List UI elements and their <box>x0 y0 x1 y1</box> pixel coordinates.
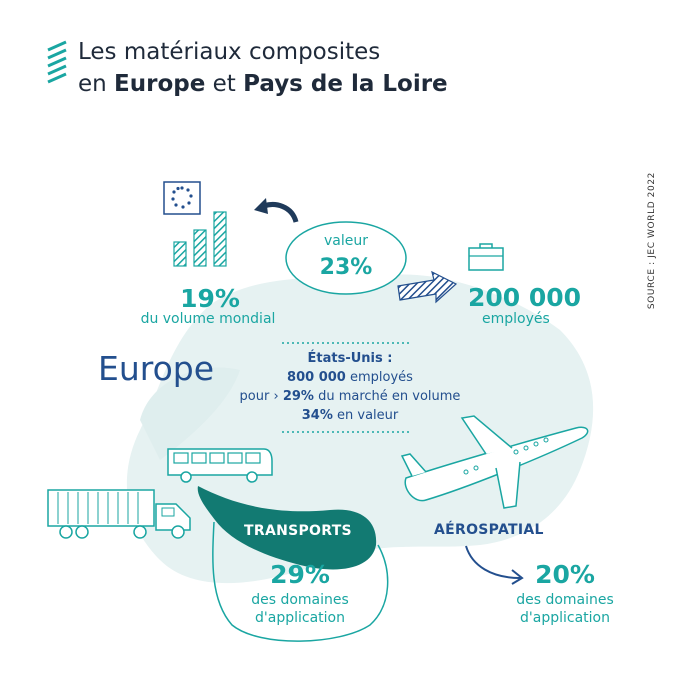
valeur-value: 23% <box>319 255 373 280</box>
page-title <box>78 36 448 100</box>
truck-icon <box>44 486 194 542</box>
volume-pct: 19% <box>180 284 240 313</box>
transports-line2: d'application <box>255 610 345 626</box>
aerospatial-pct: 20% <box>535 560 595 589</box>
europe-label: Europe <box>98 349 215 388</box>
volume-label: du volume mondial <box>140 311 276 327</box>
transports-label: TRANSPORTS <box>244 523 352 539</box>
employees-label: employés <box>482 311 550 327</box>
aerospatial-label: AÉROSPATIAL <box>434 522 544 538</box>
transports-pct: 29% <box>270 560 330 589</box>
bus-icon <box>164 445 276 485</box>
aerospatial-line1: des domaines <box>516 592 614 608</box>
aerospatial-line2: d'application <box>520 610 610 626</box>
title-line1: Les matériaux composites <box>78 39 381 65</box>
us-value: 34% en valeur <box>301 408 399 423</box>
source-note: SOURCE : JEC WORLD 2022 <box>647 172 657 310</box>
striped-arrow-icon <box>396 268 460 308</box>
airplane-icon <box>396 410 596 516</box>
employees-value: 200 000 <box>468 283 582 312</box>
title-line2: en Europe et Pays de la Loire <box>78 71 448 97</box>
transports-line1: des domaines <box>251 592 349 608</box>
bar-chart-icon <box>170 208 240 270</box>
briefcase-icon <box>466 240 506 272</box>
us-employees: 800 000 employés <box>287 370 413 385</box>
curved-arrow-icon <box>250 196 300 226</box>
us-volume: pour › 29% du marché en volume <box>239 389 461 404</box>
title-region: Pays de la Loire <box>243 71 448 97</box>
stripes-icon <box>46 40 68 86</box>
us-title: États-Unis : <box>307 351 393 366</box>
title-europe: Europe <box>114 71 206 97</box>
valeur-label: valeur <box>324 233 368 249</box>
